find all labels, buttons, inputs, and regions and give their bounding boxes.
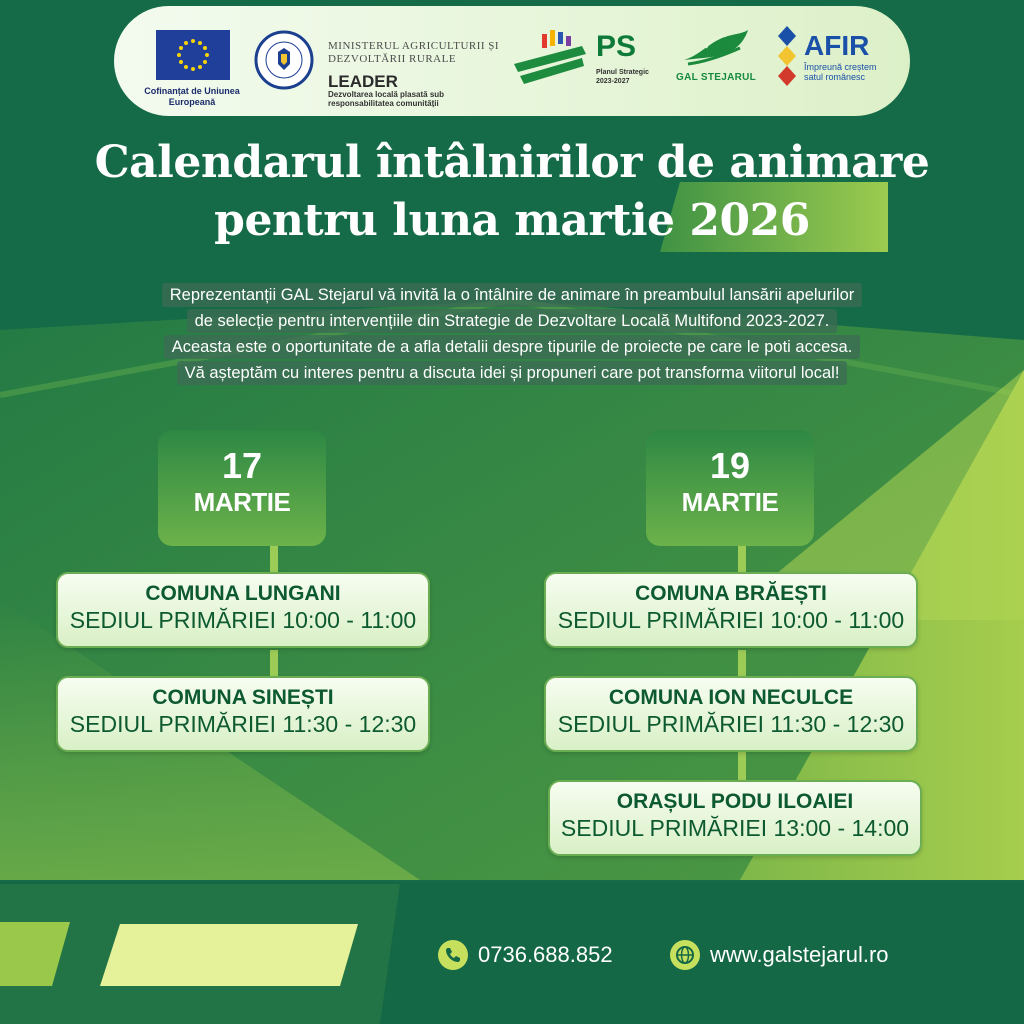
location-name: COMUNA BRĂEȘTI [635, 582, 827, 605]
ps-subtitle: Planul Strategic 2023-2027 [596, 69, 649, 85]
location-detail: SEDIUL PRIMĂRIEI 10:00 - 11:00 [557, 607, 905, 633]
location-card-lungani [56, 572, 430, 648]
leader-subtitle: Dezvoltarea locală plasată sub responsabilitatea comunității [328, 90, 445, 108]
location-detail: SEDIUL PRIMĂRIEI 11:30 - 12:30 [69, 711, 417, 737]
website-link[interactable]: www.galstejarul.ro [710, 942, 889, 967]
location-name: COMUNA LUNGANI [145, 582, 341, 605]
ps-logo-icon [512, 28, 588, 88]
location-detail: SEDIUL PRIMĂRIEI 13:00 - 14:00 [560, 815, 910, 841]
gal-name: GAL STEJARUL [676, 72, 757, 83]
intro-line: de selecție pentru intervențiile din Strategie de Dezvoltare Locală Multifond 2023-2027. [187, 309, 838, 333]
afir-title: AFIR [804, 30, 870, 61]
intro-line: Vă așteptăm cu interes pentru a discuta idei și propuneri care pot transforma viitorul local! [177, 361, 848, 385]
afir-emblem-icon [776, 24, 798, 92]
location-card-ion-neculce [544, 676, 918, 752]
phone-link[interactable]: 0736.688.852 [478, 942, 613, 967]
eu-flag-icon [156, 30, 230, 80]
afir-subtitle: Împreună creștem satul românesc [804, 62, 877, 82]
eu-caption: Cofinanțat de Uniunea Europeană [144, 86, 240, 107]
date-month: MARTIE [193, 487, 291, 517]
intro-line: Reprezentanții GAL Stejarul vă invită la o întâlnire de animare în preambulul lansării apelurilor [162, 283, 863, 307]
ministry-name: MINISTERUL AGRICULTURII ȘI DEZVOLTĂRII RURALE [328, 40, 500, 65]
location-name: ORAȘUL PODU ILOAIEI [616, 790, 854, 813]
intro-paragraph [30, 282, 994, 386]
title-line-2: pentru luna martie 2026 [214, 195, 810, 246]
phone-icon [438, 940, 468, 970]
date-badge-19-march [646, 430, 814, 546]
location-card-braesti [544, 572, 918, 648]
date-month: MARTIE [681, 487, 779, 517]
oak-leaf-icon [678, 26, 752, 70]
location-card-sinesti [56, 676, 430, 752]
title-line-1: Calendarul întâlnirilor de animare [94, 137, 930, 188]
leader-title: LEADER [328, 72, 398, 91]
intro-line: Aceasta este o oportunitate de a afla detalii despre tipurile de proiecte pe care le poti accesa. [164, 335, 861, 359]
date-day: 17 [221, 445, 263, 486]
page-title [40, 134, 984, 250]
date-badge-17-march [158, 430, 326, 546]
ps-letters: PS [596, 30, 637, 63]
connector-line [738, 752, 746, 782]
location-detail: SEDIUL PRIMĂRIEI 10:00 - 11:00 [69, 607, 417, 633]
location-name: COMUNA ION NECULCE [608, 686, 854, 709]
location-name: COMUNA SINEȘTI [152, 686, 334, 709]
location-detail: SEDIUL PRIMĂRIEI 11:30 - 12:30 [557, 711, 905, 737]
location-card-podu-iloaiei [548, 780, 922, 856]
date-day: 19 [709, 445, 751, 486]
globe-icon [670, 940, 700, 970]
government-seal-icon [254, 30, 314, 90]
